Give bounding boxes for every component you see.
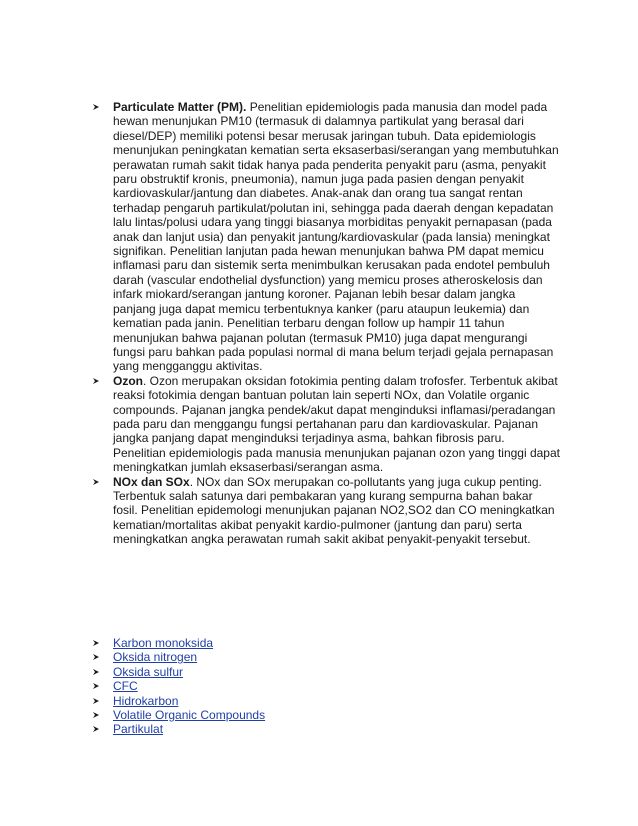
pollutant-link-list bbox=[92, 636, 560, 737]
list-item bbox=[92, 636, 560, 650]
pollutant-list bbox=[92, 100, 560, 547]
list-item bbox=[92, 665, 560, 679]
text-ozon: . Ozon merupakan oksidan fotokimia penting dalam trofosfer. Terbentuk akibat reaksi fotokimia dengan bantuan polutan lain seperti NOx, dan Volatile organic compounds. Pajanan jangka pendek/akut dapat menginduksi inflamasi/peradangan pada paru dan menggangu fungsi pertahanan paru dan kardiovaskular. Pajanan jangka panjang dapat menginduksi terjadinya asma, bahkan fibrosis paru. Penelitian epidemiologis pada manusia menunjukan pajanan ozon yang tinggi dapat meningkatkan jumlah eksaserbasi/serangan asma. bbox=[113, 373, 560, 475]
list-item bbox=[92, 722, 560, 736]
bullet-arrow-icon bbox=[92, 725, 100, 733]
link-karbon-monoksida[interactable]: Karbon monoksida bbox=[113, 636, 214, 650]
text-nox-sox: . NOx dan SOx merupakan co-pollutants yang juga cukup penting. Terbentuk salah satunya dari pembakaran yang kurang sempurna bahan bakar fosil. Penelitian epidemologi menunjukan pajanan NO2,SO2 dan CO meningkatkan kematian/mortalitas akibat penyakit kardio-pulmoner (jantung dan paru) serta meningkatkan angka perawatan rumah sakit akibat penyakit-penyakit tersebut. bbox=[113, 474, 555, 547]
link-oksida-sulfur[interactable]: Oksida sulfur bbox=[113, 664, 184, 679]
term-particulate-matter: Particulate Matter (PM). bbox=[113, 100, 247, 114]
bullet-arrow-icon bbox=[92, 711, 100, 719]
list-item bbox=[92, 694, 560, 708]
list-item-particulate-matter bbox=[92, 100, 560, 374]
bullet-arrow-icon bbox=[92, 697, 100, 705]
link-cfc[interactable]: CFC bbox=[113, 679, 138, 694]
link-oksida-nitrogen[interactable]: Oksida nitrogen bbox=[113, 650, 198, 665]
link-hidrokarbon[interactable]: Hidrokarbon bbox=[113, 693, 179, 708]
bullet-arrow-icon bbox=[92, 377, 100, 385]
term-ozon: Ozon bbox=[113, 373, 143, 388]
bullet-arrow-icon bbox=[92, 639, 100, 647]
text-particulate-matter: Penelitian epidemiologis pada manusia dan model pada hewan menunjukan PM10 (termasuk di dalamnya partikulat yang berasal dari diesel/DEP) memiliki potensi besar merusak jaringan tubuh. Data epidemiologis menunjukan peningkatan kematian serta eksaserbasi/serangan yang membutuhkan perawatan rumah sakit tidak hanya pada penderita penyakit paru (asma, penyakit paru obstruktif kronis, pneumonia), namun juga pada pasien dengan penyakit kardiovaskular/jantung dan diabetes. Anak-anak dan orang tua sangat rentan terhadap pengaruh partikulat/polutan ini, sehingga pada daerah dengan kepadatan lalu lintas/polusi udara yang tinggi biasanya morbiditas penyakit pernapasan (pada anak dan lanjut usia) dan penyakit jantung/kardiovaskular (pada lansia) meningkat signifikan. Penelitian lanjutan pada hewan menunjukan bahwa PM dapat memicu inflamasi paru dan sistemik serta menimbulkan kerusakan pada endotel pembuluh darah (vascular endothelial dysfunction) yang memicu proses atheroskelosis dan infark miokard/serangan jantung koroner. Pajanan lebih besar dalam jangka panjang juga dapat memicu terbentuknya kanker (paru ataupun leukemia) dan kematian pada janin. Penelitian terbaru dengan follow up hampir 11 tahun menunjukan bahwa pajanan polutan (termasuk PM10) juga dapat mengurangi fungsi paru bahkan pada populasi normal di mana belum terjadi gejala pernapasan yang mengganggu aktivitas. bbox=[113, 100, 559, 374]
list-item-nox-sox bbox=[92, 475, 560, 547]
link-volatile-organic-compounds[interactable]: Volatile Organic Compounds bbox=[113, 708, 266, 723]
list-item-ozon bbox=[92, 374, 560, 475]
list-item bbox=[92, 650, 560, 664]
link-partikulat[interactable]: Partikulat bbox=[113, 722, 164, 737]
bullet-arrow-icon bbox=[92, 653, 100, 661]
list-item bbox=[92, 708, 560, 722]
bullet-arrow-icon bbox=[92, 103, 100, 111]
bullet-arrow-icon bbox=[92, 668, 100, 676]
term-nox-sox: NOx dan SOx bbox=[113, 474, 190, 489]
bullet-arrow-icon bbox=[92, 478, 100, 486]
list-item bbox=[92, 679, 560, 693]
bullet-arrow-icon bbox=[92, 682, 100, 690]
